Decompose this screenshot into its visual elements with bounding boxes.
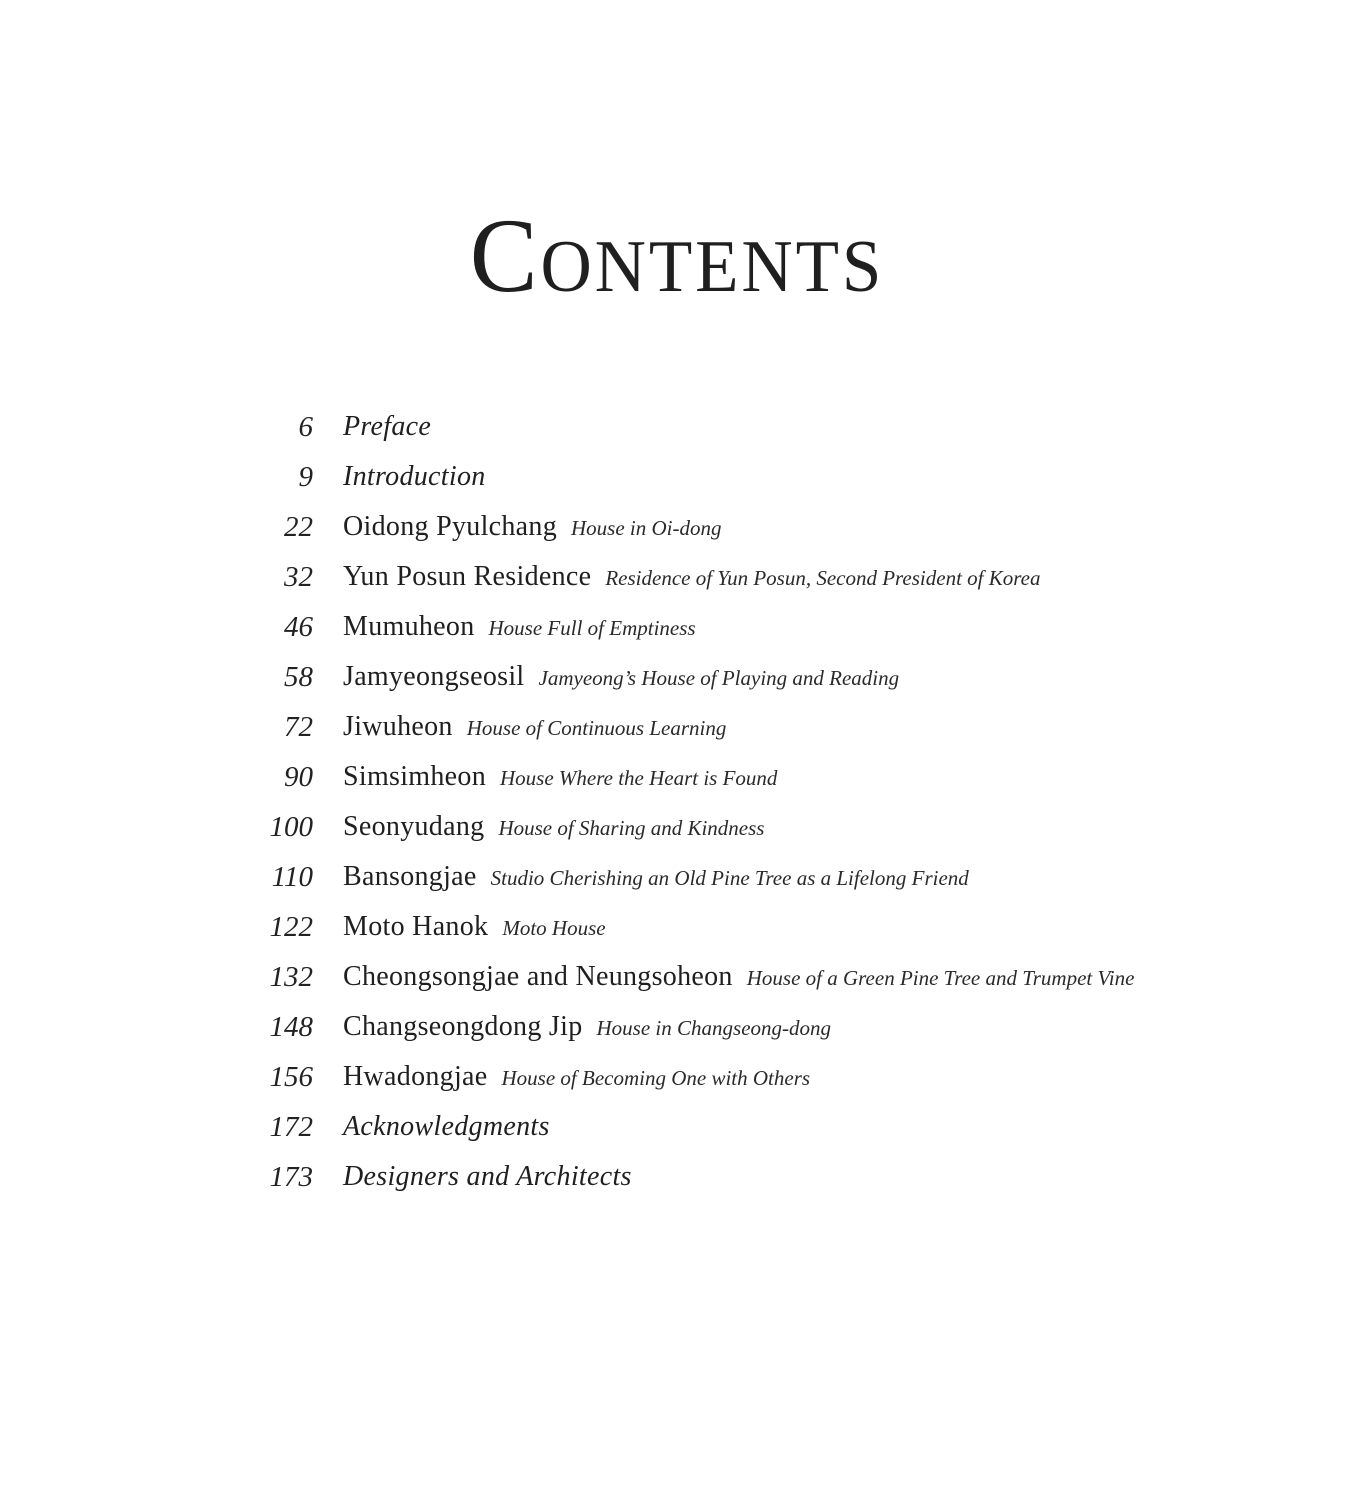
toc-entry-title: Yun Posun Residence [343, 561, 592, 592]
toc-entry-text [343, 1105, 550, 1153]
toc-entry[interactable] [0, 855, 1354, 905]
toc-entry-text [343, 605, 696, 653]
toc-entry-subtitle: Moto House [502, 916, 606, 940]
toc-entry-subtitle: House of Sharing and Kindness [498, 816, 765, 840]
toc-entry[interactable] [0, 555, 1354, 605]
toc-entry-subtitle: House Full of Emptiness [488, 616, 696, 640]
toc-entry-text [343, 455, 486, 503]
toc-page-number: 9 [298, 461, 313, 493]
toc-entry[interactable] [0, 405, 1354, 455]
toc-page-number: 156 [269, 1061, 313, 1093]
toc-entry[interactable] [0, 655, 1354, 705]
toc-page-number: 46 [284, 611, 313, 643]
toc-entry-subtitle: Jamyeong’s House of Playing and Reading [538, 666, 900, 690]
toc-entry-text [343, 555, 1040, 603]
toc-entry-title: Moto Hanok [343, 911, 489, 942]
toc-entry-title: Seonyudang [343, 811, 485, 842]
toc-entry-title: Bansongjae [343, 861, 477, 892]
toc-entry-title: Cheongsongjae and Neungsoheon [343, 961, 733, 992]
toc-page-number: 100 [269, 811, 313, 843]
toc-entry[interactable] [0, 905, 1354, 955]
toc-entry[interactable] [0, 1105, 1354, 1155]
toc-entry-text [343, 1155, 632, 1203]
toc-entry[interactable] [0, 755, 1354, 805]
toc-entry[interactable] [0, 1005, 1354, 1055]
toc-entry-title: Preface [343, 411, 432, 442]
toc-page-number: 173 [269, 1161, 313, 1193]
toc-page-number: 32 [284, 561, 313, 593]
toc-page-number: 90 [284, 761, 313, 793]
page-title: Contents [469, 197, 885, 315]
toc-entry-text [343, 805, 764, 853]
toc-entry-title: Introduction [343, 461, 486, 492]
toc-page-number: 122 [269, 911, 313, 943]
toc-entry[interactable] [0, 505, 1354, 555]
toc-entry-text [343, 705, 726, 753]
toc-entry-subtitle: Residence of Yun Posun, Second President of Korea [605, 566, 1041, 590]
toc-entry[interactable] [0, 1155, 1354, 1205]
toc-entry-title: Jiwuheon [343, 711, 453, 742]
table-of-contents [0, 405, 1354, 1205]
toc-entry-title: Acknowledgments [343, 1111, 550, 1142]
toc-entry-text [343, 505, 722, 553]
toc-entry-subtitle: Studio Cherishing an Old Pine Tree as a Lifelong Friend [490, 866, 969, 890]
toc-entry-subtitle: House in Changseong-dong [596, 1016, 832, 1040]
toc-entry-text [343, 855, 969, 903]
toc-entry[interactable] [0, 1055, 1354, 1105]
toc-page-number: 132 [269, 961, 313, 993]
toc-entry-subtitle: House of Becoming One with Others [501, 1066, 811, 1090]
toc-entry-title: Changseongdong Jip [343, 1011, 583, 1042]
toc-page-number: 6 [298, 411, 313, 443]
toc-page-number: 22 [284, 511, 313, 543]
toc-entry-text [343, 1055, 810, 1103]
toc-page-number: 72 [284, 711, 313, 743]
toc-entry[interactable] [0, 455, 1354, 505]
toc-page-number: 58 [284, 661, 313, 693]
toc-entry-text [343, 655, 899, 703]
toc-entry-title: Mumuheon [343, 611, 475, 642]
toc-page-number: 148 [269, 1011, 313, 1043]
toc-page-number: 110 [271, 861, 313, 893]
toc-entry-text [343, 905, 606, 953]
toc-entry-title: Jamyeongseosil [343, 661, 525, 692]
toc-entry-title: Hwadongjae [343, 1061, 488, 1092]
toc-entry-title: Designers and Architects [343, 1161, 632, 1192]
toc-entry-title: Simsimheon [343, 761, 487, 792]
toc-page-number: 172 [269, 1111, 313, 1143]
toc-entry[interactable] [0, 605, 1354, 655]
toc-entry-subtitle: House Where the Heart is Found [500, 766, 778, 790]
toc-entry-title: Oidong Pyulchang [343, 511, 558, 542]
toc-entry-text [343, 955, 1134, 1003]
toc-entry[interactable] [0, 705, 1354, 755]
toc-entry-subtitle: House of Continuous Learning [466, 716, 727, 740]
toc-entry[interactable] [0, 805, 1354, 855]
toc-entry-text [343, 405, 431, 453]
toc-entry-subtitle: House of a Green Pine Tree and Trumpet Vine [746, 966, 1135, 990]
toc-entry[interactable] [0, 955, 1354, 1005]
toc-entry-subtitle: House in Oi-dong [571, 516, 722, 540]
toc-entry-text [343, 1005, 831, 1053]
toc-entry-text [343, 755, 777, 803]
